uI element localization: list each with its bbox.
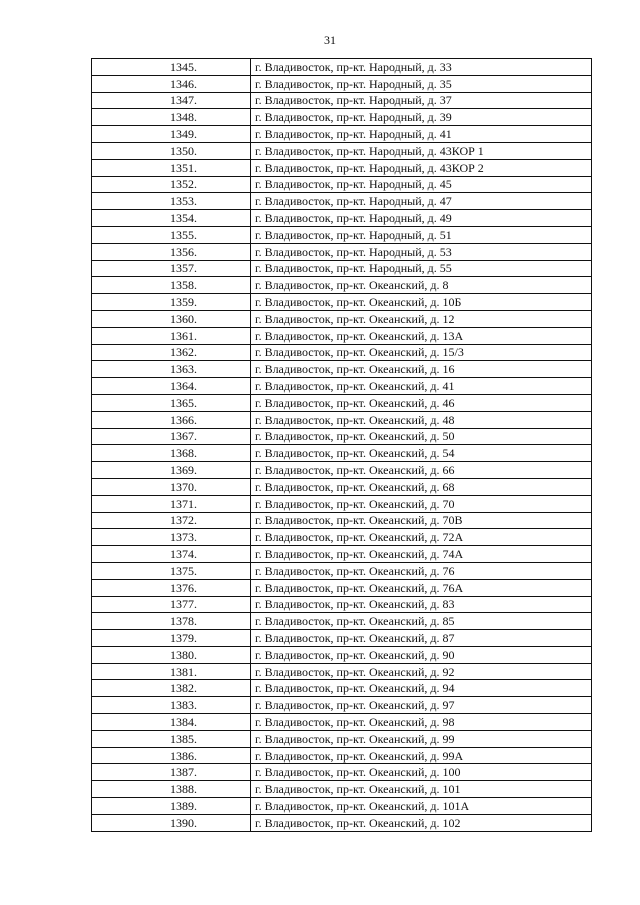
table-row [92,579,592,596]
row-number-cell: 1383. [92,697,251,714]
page-number: 31 [324,33,336,47]
address-cell: г. Владивосток, пр-кт. Народный, д. 43КОР 1 [251,142,592,159]
row-number-cell: 1390. [92,814,251,831]
address-cell: г. Владивосток, пр-кт. Народный, д. 35 [251,75,592,92]
table-row [92,378,592,395]
table-row [92,210,592,227]
row-number-cell: 1347. [92,92,251,109]
table-row [92,294,592,311]
address-cell: г. Владивосток, пр-кт. Океанский, д. 15/3 [251,344,592,361]
table-row [92,630,592,647]
row-number-cell: 1374. [92,546,251,563]
row-number-cell: 1350. [92,142,251,159]
address-cell: г. Владивосток, пр-кт. Океанский, д. 66 [251,462,592,479]
row-number-cell: 1369. [92,462,251,479]
address-cell: г. Владивосток, пр-кт. Океанский, д. 97 [251,697,592,714]
row-number-cell: 1357. [92,260,251,277]
row-number-cell: 1376. [92,579,251,596]
row-number-cell: 1353. [92,193,251,210]
address-cell: г. Владивосток, пр-кт. Океанский, д. 101 [251,781,592,798]
address-cell: г. Владивосток, пр-кт. Народный, д. 51 [251,226,592,243]
table-row [92,193,592,210]
table-row [92,781,592,798]
table-row [92,697,592,714]
row-number-cell: 1361. [92,327,251,344]
table-row [92,126,592,143]
table-row [92,680,592,697]
address-cell: г. Владивосток, пр-кт. Народный, д. 41 [251,126,592,143]
row-number-cell: 1389. [92,798,251,815]
table-row [92,226,592,243]
table-row [92,428,592,445]
row-number-cell: 1351. [92,159,251,176]
table-row [92,764,592,781]
address-cell: г. Владивосток, пр-кт. Океанский, д. 99А [251,747,592,764]
table-row [92,730,592,747]
address-cell: г. Владивосток, пр-кт. Океанский, д. 87 [251,630,592,647]
address-table-body [92,59,592,832]
row-number-cell: 1372. [92,512,251,529]
address-cell: г. Владивосток, пр-кт. Океанский, д. 46 [251,394,592,411]
address-cell: г. Владивосток, пр-кт. Океанский, д. 8 [251,277,592,294]
row-number-cell: 1360. [92,310,251,327]
address-cell: г. Владивосток, пр-кт. Океанский, д. 41 [251,378,592,395]
row-number-cell: 1356. [92,243,251,260]
table-row [92,92,592,109]
row-number-cell: 1378. [92,613,251,630]
table-row [92,59,592,76]
table-row [92,529,592,546]
table-row [92,243,592,260]
address-cell: г. Владивосток, пр-кт. Океанский, д. 83 [251,596,592,613]
address-cell: г. Владивосток, пр-кт. Народный, д. 45 [251,176,592,193]
table-row [92,310,592,327]
table-row [92,478,592,495]
row-number-cell: 1365. [92,394,251,411]
address-cell: г. Владивосток, пр-кт. Океанский, д. 76 [251,562,592,579]
address-cell: г. Владивосток, пр-кт. Океанский, д. 102 [251,814,592,831]
address-cell: г. Владивосток, пр-кт. Океанский, д. 101А [251,798,592,815]
address-cell: г. Владивосток, пр-кт. Океанский, д. 92 [251,663,592,680]
address-cell: г. Владивосток, пр-кт. Океанский, д. 50 [251,428,592,445]
address-cell: г. Владивосток, пр-кт. Океанский, д. 10Б [251,294,592,311]
table-row [92,75,592,92]
row-number-cell: 1348. [92,109,251,126]
address-cell: г. Владивосток, пр-кт. Океанский, д. 94 [251,680,592,697]
address-cell: г. Владивосток, пр-кт. Океанский, д. 16 [251,361,592,378]
table-row [92,562,592,579]
row-number-cell: 1371. [92,495,251,512]
address-cell: г. Владивосток, пр-кт. Океанский, д. 74А [251,546,592,563]
row-number-cell: 1385. [92,730,251,747]
table-row [92,613,592,630]
row-number-cell: 1380. [92,646,251,663]
table-row [92,260,592,277]
row-number-cell: 1354. [92,210,251,227]
table-row [92,646,592,663]
address-cell: г. Владивосток, пр-кт. Океанский, д. 70В [251,512,592,529]
table-row [92,411,592,428]
row-number-cell: 1355. [92,226,251,243]
row-number-cell: 1346. [92,75,251,92]
row-number-cell: 1386. [92,747,251,764]
address-cell: г. Владивосток, пр-кт. Народный, д. 47 [251,193,592,210]
address-cell: г. Владивосток, пр-кт. Народный, д. 53 [251,243,592,260]
row-number-cell: 1363. [92,361,251,378]
row-number-cell: 1349. [92,126,251,143]
row-number-cell: 1377. [92,596,251,613]
address-cell: г. Владивосток, пр-кт. Народный, д. 49 [251,210,592,227]
table-row [92,714,592,731]
address-cell: г. Владивосток, пр-кт. Народный, д. 55 [251,260,592,277]
row-number-cell: 1358. [92,277,251,294]
row-number-cell: 1367. [92,428,251,445]
row-number-cell: 1362. [92,344,251,361]
table-row [92,462,592,479]
address-cell: г. Владивосток, пр-кт. Океанский, д. 48 [251,411,592,428]
address-cell: г. Владивосток, пр-кт. Океанский, д. 85 [251,613,592,630]
table-row [92,814,592,831]
address-cell: г. Владивосток, пр-кт. Океанский, д. 99 [251,730,592,747]
address-cell: г. Владивосток, пр-кт. Океанский, д. 13А [251,327,592,344]
row-number-cell: 1345. [92,59,251,76]
address-cell: г. Владивосток, пр-кт. Океанский, д. 98 [251,714,592,731]
address-cell: г. Владивосток, пр-кт. Океанский, д. 90 [251,646,592,663]
table-row [92,277,592,294]
address-cell: г. Владивосток, пр-кт. Океанский, д. 54 [251,445,592,462]
table-row [92,512,592,529]
address-cell: г. Владивосток, пр-кт. Океанский, д. 70 [251,495,592,512]
table-row [92,495,592,512]
address-cell: г. Владивосток, пр-кт. Океанский, д. 100 [251,764,592,781]
address-cell: г. Владивосток, пр-кт. Народный, д. 33 [251,59,592,76]
table-row [92,109,592,126]
table-row [92,176,592,193]
row-number-cell: 1379. [92,630,251,647]
table-row [92,327,592,344]
table-row [92,663,592,680]
row-number-cell: 1352. [92,176,251,193]
row-number-cell: 1373. [92,529,251,546]
table-row [92,596,592,613]
table-row [92,798,592,815]
address-cell: г. Владивосток, пр-кт. Океанский, д. 72А [251,529,592,546]
address-table [91,58,592,832]
address-cell: г. Владивосток, пр-кт. Океанский, д. 68 [251,478,592,495]
table-row [92,747,592,764]
row-number-cell: 1387. [92,764,251,781]
row-number-cell: 1382. [92,680,251,697]
address-cell: г. Владивосток, пр-кт. Народный, д. 39 [251,109,592,126]
row-number-cell: 1388. [92,781,251,798]
table-row [92,394,592,411]
address-cell: г. Владивосток, пр-кт. Народный, д. 37 [251,92,592,109]
row-number-cell: 1364. [92,378,251,395]
address-cell: г. Владивосток, пр-кт. Океанский, д. 12 [251,310,592,327]
row-number-cell: 1368. [92,445,251,462]
address-cell: г. Владивосток, пр-кт. Океанский, д. 76А [251,579,592,596]
table-row [92,546,592,563]
table-row [92,361,592,378]
table-row [92,344,592,361]
row-number-cell: 1359. [92,294,251,311]
row-number-cell: 1370. [92,478,251,495]
table-row [92,159,592,176]
row-number-cell: 1384. [92,714,251,731]
row-number-cell: 1381. [92,663,251,680]
table-row [92,445,592,462]
table-row [92,142,592,159]
row-number-cell: 1366. [92,411,251,428]
address-cell: г. Владивосток, пр-кт. Народный, д. 43КОР 2 [251,159,592,176]
row-number-cell: 1375. [92,562,251,579]
